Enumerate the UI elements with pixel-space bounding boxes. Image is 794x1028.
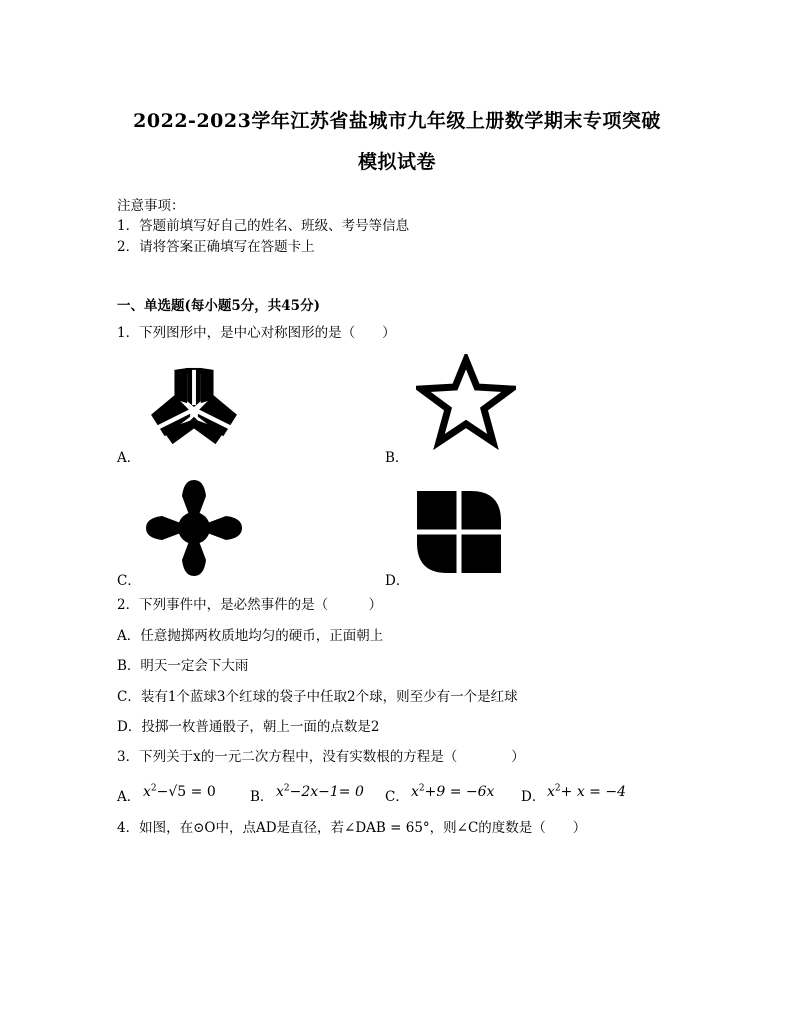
q3-equation-a: $x^2-√5 = 0$ — [143, 783, 216, 800]
q3-equation-b: $x^2-2x-1= 0$ — [276, 783, 364, 800]
q3-label-a: A． — [117, 789, 141, 805]
four-lobe-icon — [146, 478, 242, 578]
star-outline-icon — [416, 354, 516, 450]
notice-item-1: 1．答题前填写好自己的姓名、班级、考号等信息 — [117, 218, 410, 234]
q2-option-d: D．投掷一枚普通骰子，朝上一面的点数是2 — [117, 719, 380, 735]
three-blade-icon — [150, 366, 238, 448]
q1-label-d: D． — [385, 573, 410, 589]
page-title: 2022-2023学年江苏省盐城市九年级上册数学期末专项突破 — [133, 110, 661, 132]
question-1-stem: 1．下列图形中，是中心对称图形的是（ ） — [117, 325, 396, 341]
q3-label-d: D． — [521, 789, 546, 805]
notice-item-2: 2．请将答案正确填写在答题卡上 — [117, 239, 315, 255]
question-4-stem: 4．如图，在⊙O中，点AD是直径，若∠DAB = 65°，则∠C的度数是（ ） — [117, 820, 587, 836]
q1-label-c: C． — [117, 573, 141, 589]
q2-option-c: C．装有1个蓝球3个红球的袋子中任取2个球，则至少有一个是红球 — [117, 689, 518, 705]
q3-label-b: B． — [250, 789, 274, 805]
page-subtitle: 模拟试卷 — [357, 151, 436, 173]
notice-heading: 注意事项： — [117, 198, 185, 214]
q3-equation-c: $x^2+9 = -6x$ — [411, 783, 495, 800]
q1-label-b: B． — [385, 450, 409, 466]
q2-option-a: A．任意抛掷两枚质地均匀的硬币，正面朝上 — [117, 628, 384, 644]
q3-label-c: C． — [385, 789, 409, 805]
q3-equation-d: $x^2+ x = -4$ — [547, 783, 626, 800]
section-heading: 一、单选题(每小题5分，共45分) — [117, 298, 320, 314]
rounded-square-cross-icon — [417, 491, 501, 573]
question-3-stem: 3．下列关于x的一元二次方程中，没有实数根的方程是（ ） — [117, 749, 525, 765]
question-2-stem: 2．下列事件中，是必然事件的是（ ） — [117, 597, 383, 613]
q2-option-b: B．明天一定会下大雨 — [117, 658, 249, 674]
q1-label-a: A． — [117, 450, 141, 466]
